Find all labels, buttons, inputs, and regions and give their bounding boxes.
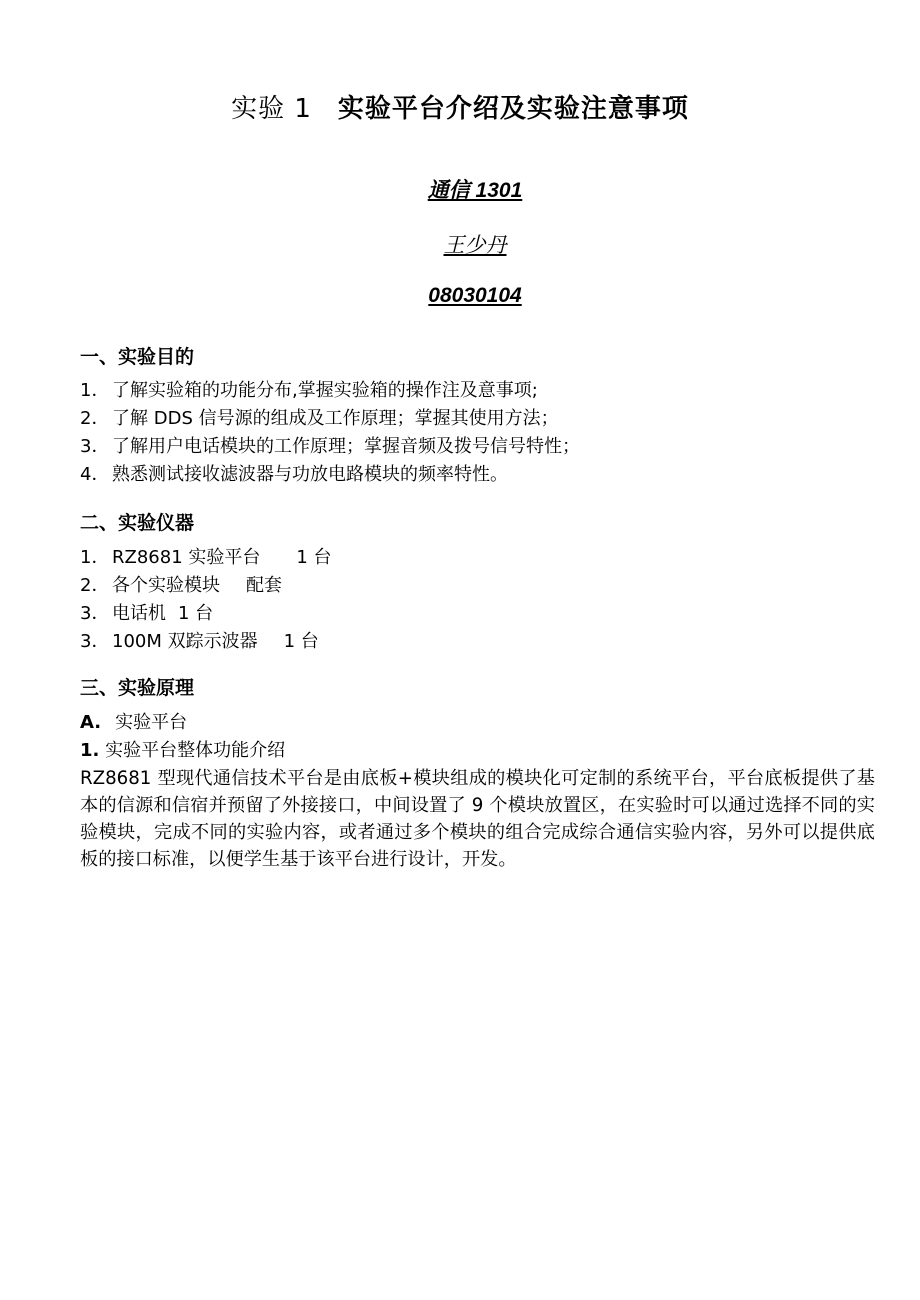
item-number: 4．	[80, 464, 110, 485]
item-number: 1．	[80, 547, 110, 568]
item-number: 3．	[80, 631, 110, 652]
instrument-name: 各个实验模块	[112, 575, 220, 596]
subheading-label: A.	[80, 712, 102, 733]
author-student-id: 08030104	[428, 284, 522, 307]
purpose-item	[80, 433, 580, 461]
subheading-text: 实验平台	[115, 712, 188, 733]
title-number: 实验 1	[231, 94, 312, 124]
section-heading-purpose: 一、实验目的	[80, 346, 195, 368]
item-text: 了解 DDS 信号源的组成及工作原理；掌握其使用方法；	[112, 408, 559, 429]
subheading-label: 1.	[80, 740, 100, 761]
item-number: 3．	[80, 436, 110, 457]
section-heading-principle: 三、实验原理	[80, 677, 195, 699]
author-name: 王少丹	[443, 234, 507, 257]
instrument-qty: 配套	[246, 575, 282, 596]
title-text: 实验平台介绍及实验注意事项	[337, 94, 689, 124]
purpose-item	[80, 461, 508, 489]
section-heading-instruments: 二、实验仪器	[80, 512, 195, 534]
instrument-qty: 1 台	[296, 547, 332, 568]
item-number: 2．	[80, 575, 110, 596]
document-title	[0, 88, 920, 125]
instrument-item	[80, 600, 213, 628]
item-text: 了解用户电话模块的工作原理；掌握音频及拨号信号特性；	[112, 436, 580, 457]
subheading-text: 实验平台整体功能介绍	[105, 740, 286, 761]
purpose-item	[80, 405, 559, 433]
instrument-item	[80, 572, 282, 600]
instrument-name: RZ8681 实验平台	[112, 547, 261, 568]
instrument-name: 电话机	[112, 603, 166, 624]
instrument-item	[80, 544, 332, 572]
subheading-overview	[80, 737, 285, 765]
item-text: 熟悉测试接收滤波器与功放电路模块的频率特性。	[112, 464, 508, 485]
instrument-item	[80, 628, 319, 656]
instrument-qty: 1 台	[283, 631, 319, 652]
author-class: 通信 1301	[427, 179, 523, 202]
principle-paragraph: RZ8681 型现代通信技术平台是由底板+模块组成的模块化可定制的系统平台，平台底板提供了基本的信源和信宿并预留了外接接口，中间设置了 9 个模块放置区，在实验时可以通过选择不同的实验模块，完成不同的实验内容，或者通过多个模块的组合完成综合通信实验内容，另外可以提供底板的接口标准，以便学生基于该平台进行设计，开发。	[80, 768, 875, 870]
item-text: 了解实验箱的功能分布,掌握实验箱的操作注及意事项;	[112, 380, 538, 401]
item-number: 1．	[80, 380, 110, 401]
instrument-name: 100M 双踪示波器	[112, 631, 258, 652]
subheading-platform	[80, 709, 187, 737]
item-number: 3．	[80, 603, 110, 624]
instrument-qty: 1 台	[178, 603, 214, 624]
item-number: 2．	[80, 408, 110, 429]
purpose-item	[80, 377, 538, 405]
